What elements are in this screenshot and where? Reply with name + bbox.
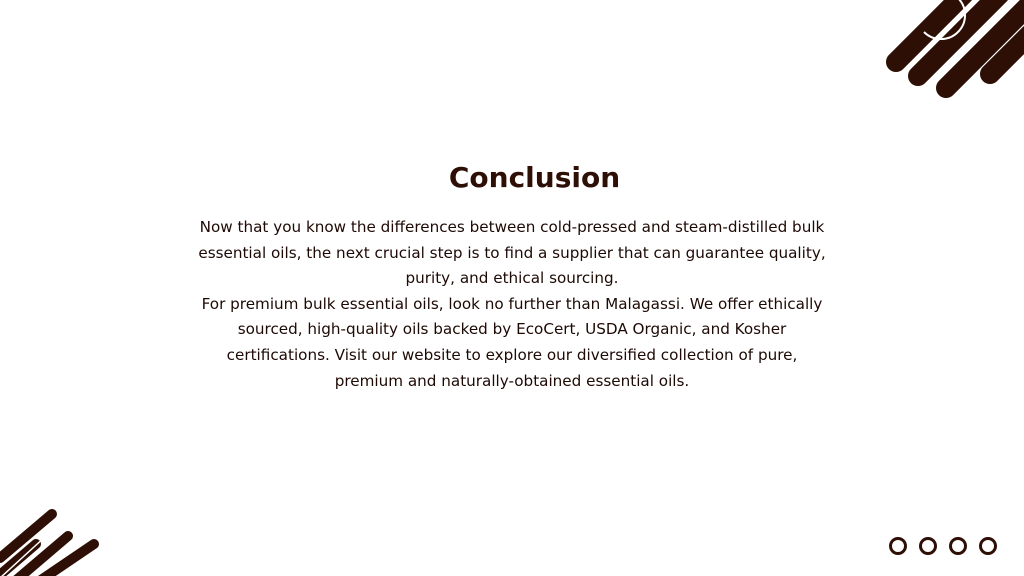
circle-outline-icon[interactable]: [919, 537, 937, 555]
body-paragraph-2: For premium bulk essential oils, look no further than Malagassi. We offer ethically sourced, high-quality oils backed by EcoCert, USDA Organic, and Kosher certifications. Visit our website to explore our diversified collection of pure, premium and naturally-obtained essential oils.: [201, 294, 823, 390]
body-paragraph-1: Now that you know the differences between cold-pressed and steam-distilled bulk essential oils, the next crucial step is to find a supplier that can guarantee quality, purity, and ethical sourcing.: [198, 218, 826, 288]
slide-title: Conclusion: [448, 161, 621, 194]
diagonal-stripes-decoration-top-right: [880, 0, 1024, 110]
circle-outline-icon[interactable]: [979, 537, 997, 555]
circle-outline-icon[interactable]: [949, 537, 967, 555]
slide-body: [198, 215, 826, 394]
circle-outline-icon[interactable]: [889, 537, 907, 555]
diagonal-stripes-decoration-bottom-left: [0, 496, 110, 576]
slide-pager: [889, 537, 997, 555]
